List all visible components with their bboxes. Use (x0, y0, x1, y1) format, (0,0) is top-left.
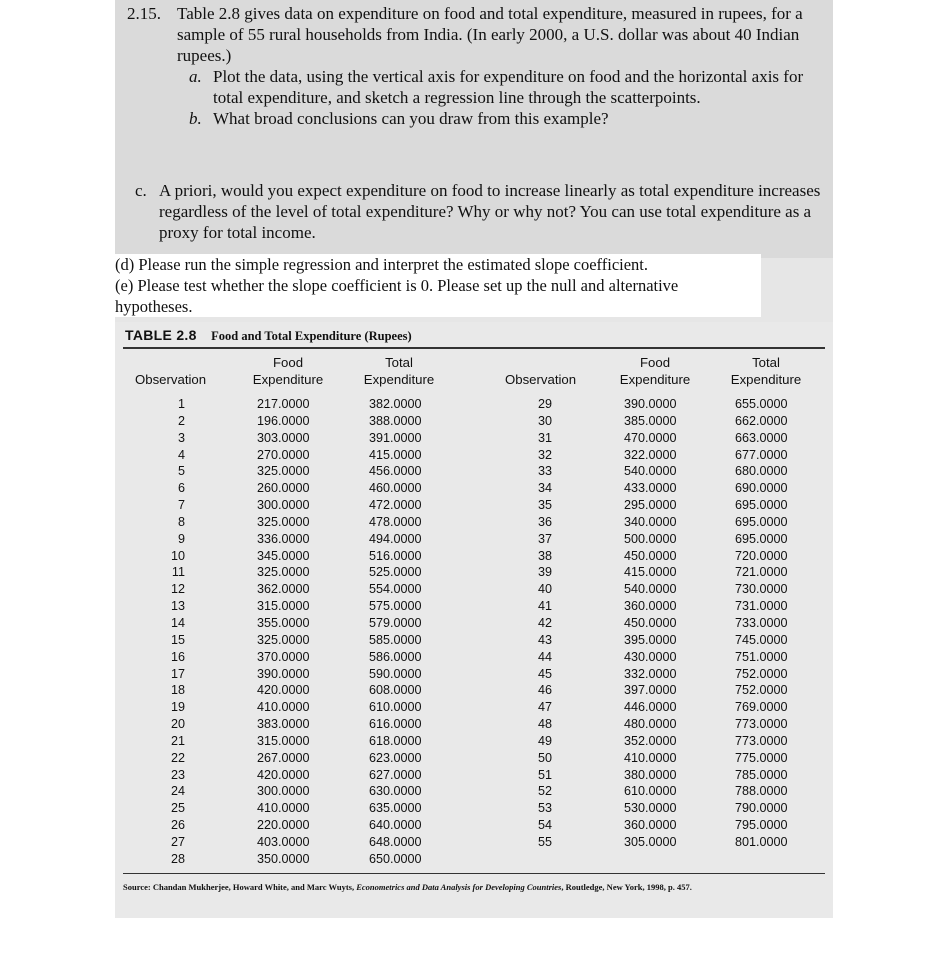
food-expenditure-cell: 446.0000 (624, 700, 677, 715)
food-expenditure-cell: 355.0000 (257, 615, 310, 630)
total-expenditure-cell: 662.0000 (735, 413, 788, 428)
food-expenditure-cell: 325.0000 (257, 514, 310, 529)
total-expenditure-cell: 773.0000 (735, 733, 788, 748)
total-expenditure-cell: 788.0000 (735, 784, 788, 799)
food-expenditure-cell: 325.0000 (257, 464, 310, 479)
food-expenditure-cell: 325.0000 (257, 565, 310, 580)
exercise-2-15 (127, 3, 827, 129)
textbook-scan (115, 0, 833, 918)
total-expenditure-cell: 677.0000 (735, 447, 788, 462)
total-expenditure-cell: 695.0000 (735, 514, 788, 529)
total-expenditure-cell: 618.0000 (369, 733, 422, 748)
header-observation-left: Observation (135, 372, 207, 387)
part-c-text: A priori, would you expect expenditure on food to increase linearly as total expenditure increases regardless of the level of total expenditure? Why or why not? You can use total expenditure as a proxy for total income. (159, 181, 821, 242)
food-expenditure-cell: 325.0000 (257, 632, 310, 647)
total-expenditure-cell: 579.0000 (369, 615, 422, 630)
total-expenditure-cell: 627.0000 (369, 767, 422, 782)
observation-cell: 42 (537, 615, 552, 630)
total-expenditure-cell: 640.0000 (369, 818, 422, 833)
observation-cell: 32 (537, 447, 552, 462)
observation-cell: 25 (170, 801, 185, 816)
food-expenditure-cell: 267.0000 (257, 750, 310, 765)
food-expenditure-cell: 383.0000 (257, 717, 310, 732)
part-b (189, 108, 827, 129)
observation-cell: 45 (537, 666, 552, 681)
food-expenditure-cell: 450.0000 (624, 615, 677, 630)
observation-cell: 40 (537, 582, 552, 597)
part-b-text: What broad conclusions can you draw from this example? (213, 109, 609, 128)
column-total-left (369, 396, 422, 868)
food-expenditure-cell: 370.0000 (257, 649, 310, 664)
total-expenditure-cell: 680.0000 (735, 464, 788, 479)
observation-cell: 52 (537, 784, 552, 799)
exercise-number: 2.15. (127, 4, 161, 23)
food-expenditure-cell: 315.0000 (257, 599, 310, 614)
total-expenditure-cell: 695.0000 (735, 498, 788, 513)
header-total-left: Total Expenditure (363, 355, 435, 387)
total-expenditure-cell: 456.0000 (369, 464, 422, 479)
total-expenditure-cell: 795.0000 (735, 818, 788, 833)
food-expenditure-cell: 390.0000 (257, 666, 310, 681)
total-expenditure-cell: 623.0000 (369, 750, 422, 765)
total-expenditure-cell: 554.0000 (369, 582, 422, 597)
food-expenditure-cell: 450.0000 (624, 548, 677, 563)
observation-cell: 3 (177, 430, 185, 445)
total-expenditure-cell: 494.0000 (369, 531, 422, 546)
observation-cell: 23 (170, 767, 185, 782)
header-observation-right: Observation (505, 372, 577, 387)
observation-cell: 13 (170, 599, 185, 614)
food-expenditure-cell: 196.0000 (257, 413, 310, 428)
observation-cell: 41 (537, 599, 552, 614)
total-expenditure-cell: 586.0000 (369, 649, 422, 664)
food-expenditure-cell: 470.0000 (624, 430, 677, 445)
column-observation-left (145, 396, 185, 868)
exercise-stem: Table 2.8 gives data on expenditure on food and total expenditure, measured in rupees, for a sample of 55 rural households from India. (In early 2000, a U.S. dollar was about 40 Indian rupees.) (177, 4, 803, 65)
total-expenditure-cell: 585.0000 (369, 632, 422, 647)
total-expenditure-cell: 516.0000 (369, 548, 422, 563)
table-title: Food and Total Expenditure (Rupees) (211, 329, 412, 343)
total-expenditure-cell: 460.0000 (369, 481, 422, 496)
observation-cell: 15 (170, 632, 185, 647)
food-expenditure-cell: 362.0000 (257, 582, 310, 597)
total-expenditure-cell: 785.0000 (735, 767, 788, 782)
observation-cell: 55 (537, 834, 552, 849)
header-food-left: Food Expenditure (252, 355, 324, 387)
observation-cell: 10 (170, 548, 185, 563)
observation-cell: 53 (537, 801, 552, 816)
food-expenditure-cell: 415.0000 (624, 565, 677, 580)
observation-cell: 4 (177, 447, 185, 462)
observation-cell: 29 (537, 397, 552, 411)
total-expenditure-cell: 608.0000 (369, 683, 422, 698)
part-a (189, 66, 827, 108)
total-expenditure-cell: 648.0000 (369, 834, 422, 849)
observation-cell: 9 (177, 531, 185, 546)
table-top-rule (123, 347, 825, 349)
total-expenditure-cell: 391.0000 (369, 430, 422, 445)
observation-cell: 48 (537, 717, 552, 732)
food-expenditure-cell: 380.0000 (624, 767, 677, 782)
observation-cell: 2 (177, 413, 185, 428)
food-expenditure-cell: 300.0000 (257, 498, 310, 513)
food-expenditure-cell: 352.0000 (624, 733, 677, 748)
food-expenditure-cell: 530.0000 (624, 801, 677, 816)
food-expenditure-cell: 345.0000 (257, 548, 310, 563)
table-source: Source: Chandan Mukherjee, Howard White, and Marc Wuyts, Econometrics and Data Analysis for Developing Countries, Routledge, New York, 1998, p. 457. (123, 882, 692, 892)
total-expenditure-cell: 590.0000 (369, 666, 422, 681)
food-expenditure-cell: 295.0000 (624, 498, 677, 513)
food-expenditure-cell: 397.0000 (624, 683, 677, 698)
observation-cell: 5 (177, 464, 185, 479)
food-expenditure-cell: 270.0000 (257, 447, 310, 462)
food-expenditure-cell: 260.0000 (257, 481, 310, 496)
observation-cell: 34 (537, 481, 552, 496)
observation-cell: 35 (537, 498, 552, 513)
food-expenditure-cell: 336.0000 (257, 531, 310, 546)
food-expenditure-cell: 403.0000 (257, 834, 310, 849)
observation-cell: 20 (170, 717, 185, 732)
food-expenditure-cell: 420.0000 (257, 767, 310, 782)
observation-cell: 37 (537, 531, 552, 546)
observation-cell: 46 (537, 683, 552, 698)
observation-cell: 27 (170, 834, 185, 849)
part-c-label: c. (135, 181, 147, 200)
food-expenditure-cell: 305.0000 (624, 834, 677, 849)
food-expenditure-cell: 315.0000 (257, 733, 310, 748)
observation-cell: 21 (170, 733, 185, 748)
observation-cell: 18 (170, 683, 185, 698)
observation-cell: 51 (537, 767, 552, 782)
total-expenditure-cell: 525.0000 (369, 565, 422, 580)
column-food-right (624, 396, 677, 851)
observation-cell: 54 (537, 818, 552, 833)
food-expenditure-cell: 610.0000 (624, 784, 677, 799)
part-e-text: (e) Please test whether the slope coefficient is 0. Please set up the null and alternative hypotheses. (115, 276, 679, 316)
table-bottom-rule (123, 873, 825, 874)
food-expenditure-cell: 500.0000 (624, 531, 677, 546)
total-expenditure-cell: 751.0000 (735, 649, 788, 664)
observation-cell: 30 (537, 413, 552, 428)
observation-cell: 39 (537, 565, 552, 580)
food-expenditure-cell: 350.0000 (257, 851, 310, 866)
total-expenditure-cell: 790.0000 (735, 801, 788, 816)
total-expenditure-cell: 478.0000 (369, 514, 422, 529)
food-expenditure-cell: 390.0000 (624, 397, 677, 411)
food-expenditure-cell: 385.0000 (624, 413, 677, 428)
food-expenditure-cell: 430.0000 (624, 649, 677, 664)
column-food-left (257, 396, 310, 868)
observation-cell: 44 (537, 649, 552, 664)
total-expenditure-cell: 730.0000 (735, 582, 788, 597)
observation-cell: 28 (170, 851, 185, 866)
total-expenditure-cell: 388.0000 (369, 413, 422, 428)
food-expenditure-cell: 300.0000 (257, 784, 310, 799)
food-expenditure-cell: 410.0000 (257, 801, 310, 816)
observation-cell: 26 (170, 818, 185, 833)
food-expenditure-cell: 540.0000 (624, 464, 677, 479)
total-expenditure-cell: 731.0000 (735, 599, 788, 614)
food-expenditure-cell: 217.0000 (257, 397, 310, 411)
food-expenditure-cell: 322.0000 (624, 447, 677, 462)
observation-cell: 11 (171, 565, 185, 580)
part-b-label: b. (189, 109, 202, 128)
observation-cell: 17 (170, 666, 185, 681)
part-a-text: Plot the data, using the vertical axis for expenditure on food and the horizontal axis for total expenditure, and sketch a regression line through the scatterpoints. (213, 67, 804, 107)
food-expenditure-cell: 395.0000 (624, 632, 677, 647)
column-total-right (735, 396, 788, 851)
total-expenditure-cell: 752.0000 (735, 683, 788, 698)
food-expenditure-cell: 220.0000 (257, 818, 310, 833)
total-expenditure-cell: 745.0000 (735, 632, 788, 647)
observation-cell: 1 (177, 397, 185, 411)
food-expenditure-cell: 340.0000 (624, 514, 677, 529)
food-expenditure-cell: 360.0000 (624, 599, 677, 614)
total-expenditure-cell: 382.0000 (369, 397, 422, 411)
total-expenditure-cell: 630.0000 (369, 784, 422, 799)
table-block (115, 322, 833, 918)
part-c (135, 180, 825, 243)
part-a-label: a. (189, 67, 202, 86)
total-expenditure-cell: 695.0000 (735, 531, 788, 546)
total-expenditure-cell: 752.0000 (735, 666, 788, 681)
food-expenditure-cell: 360.0000 (624, 818, 677, 833)
observation-cell: 7 (177, 498, 185, 513)
observation-cell: 49 (537, 733, 552, 748)
total-expenditure-cell: 801.0000 (735, 834, 788, 849)
total-expenditure-cell: 690.0000 (735, 481, 788, 496)
food-expenditure-cell: 410.0000 (624, 750, 677, 765)
food-expenditure-cell: 303.0000 (257, 430, 310, 445)
observation-cell: 33 (537, 464, 552, 479)
observation-cell: 22 (170, 750, 185, 765)
observation-cell: 38 (537, 548, 552, 563)
header-total-right: Total Expenditure (730, 355, 802, 387)
food-expenditure-cell: 332.0000 (624, 666, 677, 681)
observation-cell: 16 (170, 649, 185, 664)
total-expenditure-cell: 635.0000 (369, 801, 422, 816)
total-expenditure-cell: 769.0000 (735, 700, 788, 715)
part-d-text: (d) Please run the simple regression and interpret the estimated slope coefficient. (115, 255, 649, 274)
total-expenditure-cell: 415.0000 (369, 447, 422, 462)
total-expenditure-cell: 720.0000 (735, 548, 788, 563)
total-expenditure-cell: 663.0000 (735, 430, 788, 445)
table-caption (125, 327, 412, 345)
total-expenditure-cell: 650.0000 (369, 851, 422, 866)
observation-cell: 36 (537, 514, 552, 529)
total-expenditure-cell: 472.0000 (369, 498, 422, 513)
observation-cell: 14 (170, 615, 185, 630)
added-questions (115, 254, 761, 317)
observation-cell: 43 (537, 632, 552, 647)
total-expenditure-cell: 733.0000 (735, 615, 788, 630)
total-expenditure-cell: 721.0000 (735, 565, 788, 580)
observation-cell: 31 (537, 430, 552, 445)
observation-cell: 19 (170, 700, 185, 715)
food-expenditure-cell: 410.0000 (257, 700, 310, 715)
total-expenditure-cell: 655.0000 (735, 397, 788, 411)
food-expenditure-cell: 433.0000 (624, 481, 677, 496)
total-expenditure-cell: 575.0000 (369, 599, 422, 614)
total-expenditure-cell: 610.0000 (369, 700, 422, 715)
food-expenditure-cell: 540.0000 (624, 582, 677, 597)
observation-cell: 12 (170, 582, 185, 597)
observation-cell: 8 (177, 514, 185, 529)
total-expenditure-cell: 775.0000 (735, 750, 788, 765)
table-label: TABLE 2.8 (125, 327, 197, 343)
header-food-right: Food Expenditure (619, 355, 691, 387)
observation-cell: 6 (177, 481, 185, 496)
observation-cell: 50 (537, 750, 552, 765)
observation-cell: 24 (170, 784, 185, 799)
food-expenditure-cell: 480.0000 (624, 717, 677, 732)
total-expenditure-cell: 773.0000 (735, 717, 788, 732)
food-expenditure-cell: 420.0000 (257, 683, 310, 698)
column-observation-right (515, 396, 552, 851)
total-expenditure-cell: 616.0000 (369, 717, 422, 732)
observation-cell: 47 (537, 700, 552, 715)
